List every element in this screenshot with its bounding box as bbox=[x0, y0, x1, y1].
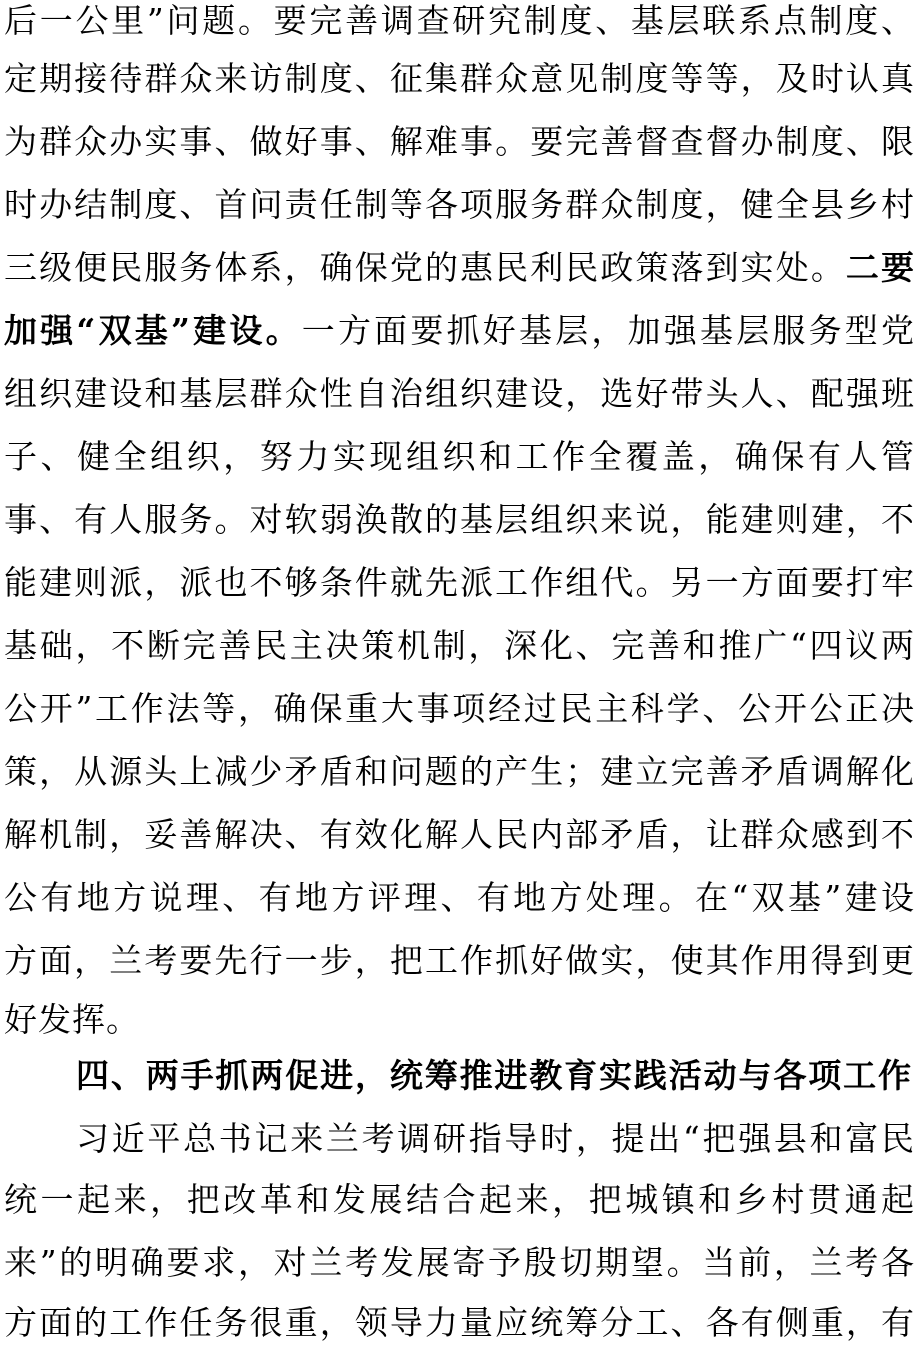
text-span: 三级便民服务体系，确保党的惠民利民政策落到实处。 bbox=[4, 248, 846, 287]
bold-span: 加强“双基”建设。 bbox=[4, 311, 302, 350]
text-line: 公有地方说理、有地方评理、有地方处理。在“双基”建设 bbox=[4, 878, 915, 917]
text-line: 子、健全组织，努力实现组织和工作全覆盖，确保有人管 bbox=[4, 437, 915, 476]
text-line: 好发挥。 bbox=[4, 1000, 140, 1039]
text-line: 方面，兰考要先行一步，把工作抓好做实，使其作用得到更 bbox=[4, 941, 915, 980]
section-heading: 四、两手抓两促进，统筹推进教育实践活动与各项工作 bbox=[76, 1056, 912, 1095]
text-line: 定期接待群众来访制度、征集群众意见制度等等，及时认真 bbox=[4, 59, 915, 98]
text-line bbox=[4, 300, 915, 362]
text-line: 策，从源头上减少矛盾和问题的产生；建立完善矛盾调解化 bbox=[4, 752, 915, 791]
text-line: 基础，不断完善民主决策机制，深化、完善和推广“四议两 bbox=[4, 626, 915, 665]
text-line: 时办结制度、首问责任制等各项服务群众制度，健全县乡村 bbox=[4, 185, 915, 224]
bold-span: 二要 bbox=[845, 248, 916, 287]
text-line: 方面的工作任务很重，领导力量应统筹分工、各有侧重，有 bbox=[4, 1303, 915, 1342]
text-line: 组织建设和基层群众性自治组织建设，选好带头人、配强班 bbox=[4, 374, 915, 413]
text-line: 习近平总书记来兰考调研指导时，提出“把强县和富民 bbox=[76, 1119, 915, 1158]
text-span: 一方面要抓好基层，加强基层服务型党 bbox=[301, 311, 916, 350]
text-line: 能建则派，派也不够条件就先派工作组代。另一方面要打牢 bbox=[4, 563, 915, 602]
text-line bbox=[4, 237, 915, 299]
text-line: 解机制，妥善解决、有效化解人民内部矛盾，让群众感到不 bbox=[4, 815, 915, 854]
text-line: 后一公里”问题。要完善调查研究制度、基层联系点制度、 bbox=[4, 1, 915, 40]
text-line: 公开”工作法等，确保重大事项经过民主科学、公开公正决 bbox=[4, 689, 915, 728]
text-line: 为群众办实事、做好事、解难事。要完善督查督办制度、限 bbox=[4, 122, 915, 161]
text-line: 事、有人服务。对软弱涣散的基层组织来说，能建则建，不 bbox=[4, 500, 915, 539]
text-line: 统一起来，把改革和发展结合起来，把城镇和乡村贯通起 bbox=[4, 1180, 915, 1219]
text-line: 来”的明确要求，对兰考发展寄予殷切期望。当前，兰考各 bbox=[4, 1243, 915, 1282]
